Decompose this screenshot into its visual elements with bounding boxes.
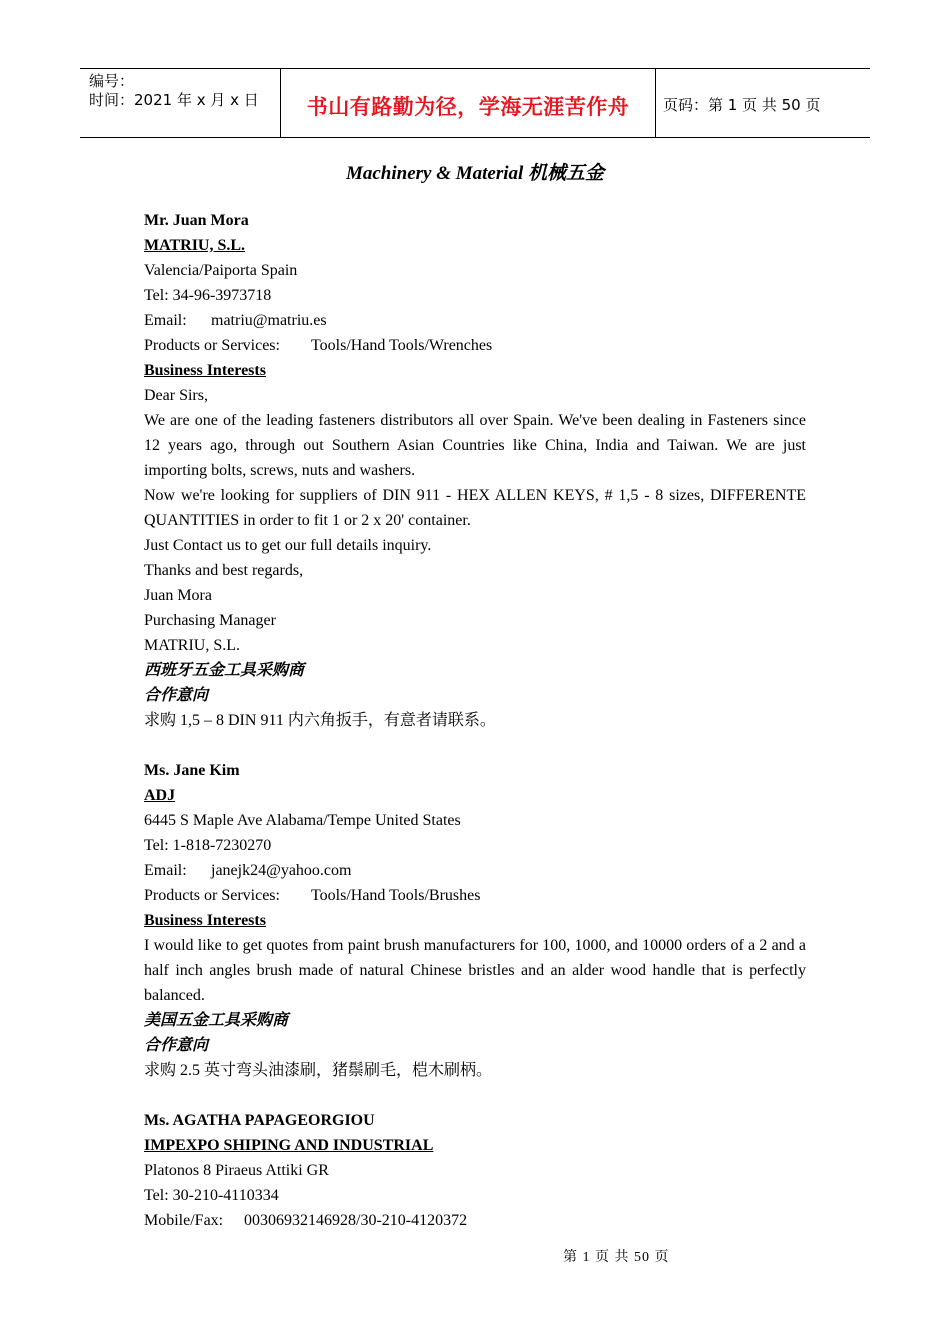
email-label: Email: [144, 312, 187, 329]
mobile-fax-row [144, 1208, 806, 1233]
contact-name: Ms. AGATHA PAPAGEORGIOU [144, 1112, 375, 1129]
chinese-buyer-heading: 美国五金工具采购商 [144, 1012, 289, 1029]
email-label: Email: [144, 862, 187, 879]
document-title: Machinery & Material 机械五金 [345, 163, 605, 184]
header-motto-cell [280, 69, 656, 137]
email-row [144, 308, 806, 333]
contact-entry [144, 1108, 806, 1233]
products-row [144, 883, 806, 908]
address: 6445 S Maple Ave Alabama/Tempe United States [144, 812, 461, 829]
address: Platonos 8 Piraeus Attiki GR [144, 1162, 329, 1179]
contact-name: Ms. Jane Kim [144, 762, 240, 779]
message-line: Just Contact us to get our full details inquiry. [144, 537, 432, 554]
header-motto: 书山有路勤为径，学海无涯苦作舟 [306, 95, 630, 119]
company-name: IMPEXPO SHIPING AND INDUSTRIAL [144, 1137, 434, 1154]
products-value: Tools/Hand Tools/Wrenches [311, 337, 493, 354]
entry-spacer [144, 1083, 806, 1108]
entry-spacer [144, 733, 806, 758]
message-paragraph: We are one of the leading fasteners distributors all over Spain. We've been dealing in Fasteners since 12 years ago, through out Southern Asian Countries like China, India and Taiwan. We are just importing bolts, screws, nuts and washers. [144, 412, 806, 479]
products-row [144, 333, 806, 358]
doc-time-label: 时间：2021 年 x 月 x 日 [89, 91, 259, 109]
business-interests-heading: Business Interests [144, 912, 266, 929]
company-name: MATRIU, S.L. [144, 237, 246, 254]
products-label: Products or Services: [144, 337, 280, 354]
document-body [144, 208, 806, 1233]
contact-name: Mr. Juan Mora [144, 212, 249, 229]
message-paragraph: Now we're looking for suppliers of DIN 911 - HEX ALLEN KEYS, # 1,5 - 8 sizes, DIFFERENTE QUANTITIES in order to fit 1 or 2 x 20' container. [144, 487, 806, 529]
page-footer: 第 1 页 共 50 页 [563, 1250, 670, 1265]
header-table [80, 68, 870, 138]
header-page-label: 页码：第 1 页 共 50 页 [663, 96, 821, 114]
address: Valencia/Paiporta Spain [144, 262, 298, 279]
telephone: Tel: 1-818-7230270 [144, 837, 272, 854]
telephone: Tel: 30-210-4110334 [144, 1187, 279, 1204]
email-value: janejk24@yahoo.com [211, 862, 352, 879]
message-paragraph: I would like to get quotes from paint brush manufacturers for 100, 1000, and 10000 orders of a 2 and a half inch angles brush made of natural Chinese bristles and an alder wood handle that is perfectly balanced. [144, 937, 806, 1004]
signature-name: Juan Mora [144, 587, 212, 604]
contact-entry [144, 208, 806, 733]
chinese-request: 求购 1,5 – 8 DIN 911 内六角扳手，有意者请联系。 [144, 712, 496, 729]
email-row [144, 858, 806, 883]
chinese-buyer-heading: 西班牙五金工具采购商 [144, 662, 305, 679]
chinese-intent-heading: 合作意向 [144, 687, 209, 704]
signature-company: MATRIU, S.L. [144, 637, 241, 654]
chinese-intent-heading: 合作意向 [144, 1037, 209, 1054]
doc-number-label: 编号： [89, 72, 135, 90]
products-value: Tools/Hand Tools/Brushes [311, 887, 481, 904]
business-interests-heading: Business Interests [144, 362, 266, 379]
mobile-fax-label: Mobile/Fax: [144, 1212, 224, 1229]
mobile-fax-value: 00306932146928/30-210-4120372 [244, 1212, 468, 1229]
company-name: ADJ [144, 787, 176, 804]
closing: Thanks and best regards, [144, 562, 304, 579]
chinese-request: 求购 2.5 英寸弯头油漆刷，猪鬃刷毛，桤木刷柄。 [144, 1062, 493, 1079]
contact-entry [144, 758, 806, 1083]
telephone: Tel: 34-96-3973718 [144, 287, 272, 304]
header-right-cell [655, 69, 870, 137]
products-label: Products or Services: [144, 887, 280, 904]
signature-title: Purchasing Manager [144, 612, 276, 629]
email-value: matriu@matriu.es [211, 312, 327, 329]
greeting: Dear Sirs, [144, 387, 208, 404]
header-left-cell [80, 69, 280, 137]
